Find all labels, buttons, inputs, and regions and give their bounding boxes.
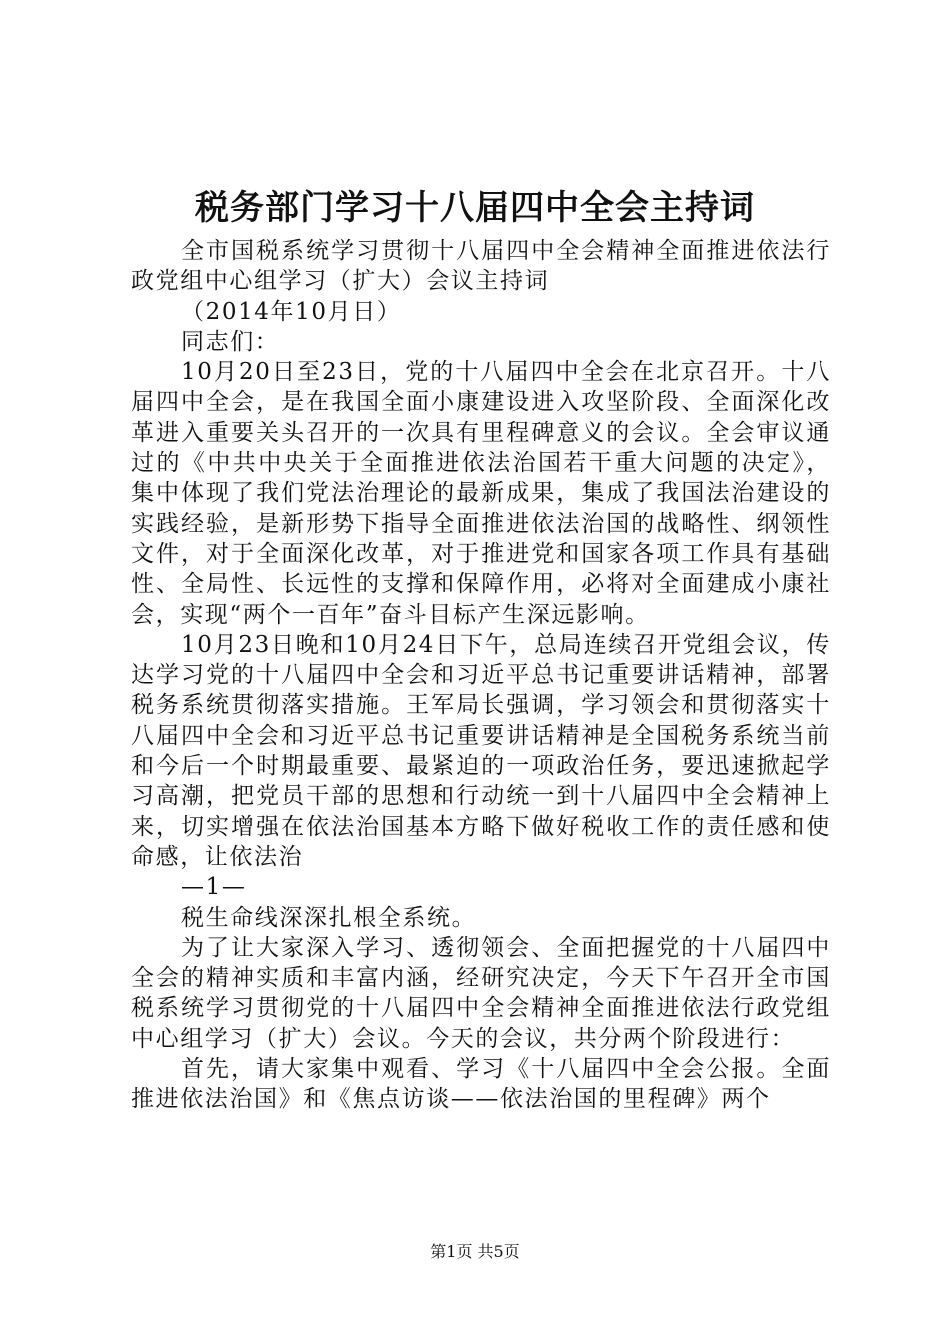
paragraph-body: 为了让大家深入学习、透彻领会、全面把握党的十八届四中全会的精神实质和丰富内涵，经研究决定，今天下午召开全市国税系统学习贯彻党的十八届四中全会精神全面推进依法行政党组中心组学习（扩大）会议。今天的会议，共分两个阶段进行： <box>131 934 831 1052</box>
paragraph-subtitle: 全市国税系统学习贯彻十八届四中全会精神全面推进依法行政党组中心组学习（扩大）会议主持词 <box>131 238 831 295</box>
paragraph-body: 首先，请大家集中观看、学习《十八届四中全会公报。全面推进依法治国》和《焦点访谈——依法治国的里程碑》两个 <box>131 1056 831 1113</box>
paragraph-salutation: 同志们： <box>181 328 280 355</box>
page-footer: 第1页 共5页 <box>430 1242 520 1261</box>
document-title: 税务部门学习十八届四中全会主持词 <box>195 188 755 228</box>
paragraph-body: 10月23日晚和10月24日下午，总局连续召开党组会议，传达学习党的十八届四中全会和习近平总书记重要讲话精神，部署税务系统贯彻落实措施。王军局长强调，学习领会和贯彻落实十八届四中全会和习近平总书记重要讲话精神是全国税务系统当前和今后一个时期最重要、最紧迫的一项政治任务，要迅速掀起学习高潮，把党员干部的思想和行动统一到十八届四中全会精神上来，切实增强在依法治国基本方略下做好税收工作的责任感和使命感，让依法治 <box>131 631 831 870</box>
paragraph-date: （2014年10月日） <box>181 298 402 325</box>
paragraph-body: 税生命线深深扎根全系统。 <box>181 904 477 931</box>
paragraph-body: 10月20日至23日，党的十八届四中全会在北京召开。十八届四中全会，是在我国全面小康建设进入攻坚阶段、全面深化改革进入重要关头召开的一次具有里程碑意义的会议。全会审议通过的《中共中央关于全面推进依法治国若干重大问题的决定》，集中体现了我们党法治理论的最新成果，集成了我国法治建设的实践经验，是新形势下指导全面推进依法治国的战略性、纲领性文件，对于全面深化改革，对于推进党和国家各项工作具有基础性、全局性、长远性的支撑和保障作用，必将对全面建成小康社会，实现“两个一百年”奋斗目标产生深远影响。 <box>131 359 831 628</box>
document-body <box>131 236 831 1115</box>
inline-page-marker: —1— <box>181 874 247 901</box>
